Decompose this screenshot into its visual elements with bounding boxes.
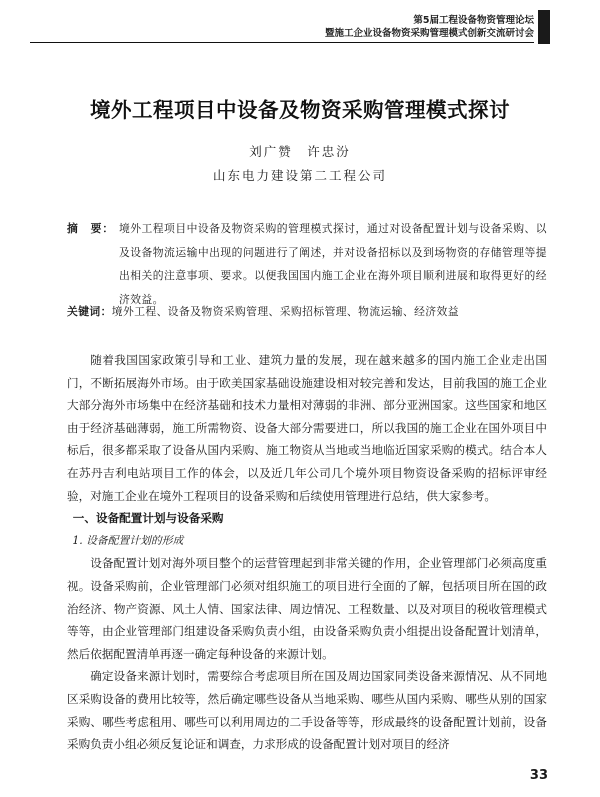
body-text <box>67 349 547 756</box>
page-number: 33 <box>529 768 548 783</box>
running-header-line-2: 暨施工企业设备物资采购管理模式创新交流研讨会 <box>324 28 534 39</box>
running-header-line-1: 第5届工程设备物资管理论坛 <box>413 15 534 26</box>
body-paragraph: 确定设备来源计划时，需要综合考虑项目所在国及周边国家同类设备来源情况、从不同地区采购设备的费用比较等，然后确定哪些设备从当地采购、哪些从国内采购、哪些从别的国家采购、哪些考虑租用、哪些可以利用周边的二手设备等等，形成最终的设备配置计划前，设备采购负责小组必须反复论证和调查，力求形成的设备配置计划对项目的经济 <box>67 669 547 752</box>
running-header <box>325 14 534 40</box>
paper-title: 境外工程项目中设备及物资采购管理模式探讨 <box>90 98 510 122</box>
abstract-text: 境外工程项目中设备及物资采购的管理模式探讨，通过对设备配置计划与设备采购、以及设备物流运输中出现的问题进行了阐述，并对设备招标以及到场物资的存储管理等提出相关的注意事项、要求。以便我国国内施工企业在海外项目顺利进展和取得更好的经济效益。 <box>119 222 547 306</box>
header-rule <box>30 42 534 43</box>
keywords-text: 境外工程、设备及物资采购管理、采购招标管理、物流运输、经济效益 <box>111 305 459 318</box>
subsection-heading: 1. 设备配置计划的形成 <box>72 533 184 547</box>
section-heading: 一、设备配置计划与设备采购 <box>72 511 224 526</box>
keywords <box>67 302 547 322</box>
header-edge-marker <box>538 10 550 44</box>
intro-paragraph: 随着我国国家政策引导和工业、建筑力量的发展，现在越来越多的国内施工企业走出国门，不断拓展海外市场。由于欧美国家基础设施建设相对较完善和发达，目前我国的施工企业大部分海外市场集中在经济基础和技术力量相对薄弱的非洲、部分亚洲国家。这些国家和地区由于经济基础薄弱，施工所需物资、设备大部分需要进口，所以我国的施工企业在国外项目中标后，很多都采取了设备从国内采购、施工物资从当地或当地临近国家采购的模式。结合本人在苏丹吉利电站项目工作的体会，以及近几年公司几个境外项目物资设备采购的招标评审经验，对施工企业在境外工程项目的设备采购和后续使用管理进行总结，供大家参考。 <box>67 353 547 503</box>
authors: 刘广赞 许忠汾 <box>249 144 351 159</box>
keywords-label: 关键词： <box>67 305 112 318</box>
body-paragraph: 设备配置计划对海外项目整个的运营管理起到非常关键的作用，企业管理部门必须高度重视。设备采购前，企业管理部门必须对组织施工的项目进行全面的了解，包括项目所在国的政治经济、物产资源、风土人情、国家法律、周边情况、工程数量、以及对项目的税收管理模式等等，由企业管理部门组建设备采购负责小组，由设备采购负责小组提出设备配置计划清单，然后依据配置清单再逐一确定每种设备的来源计划。 <box>67 556 547 661</box>
abstract <box>67 217 547 311</box>
affiliation: 山东电力建设第二工程公司 <box>212 168 387 183</box>
abstract-label: 摘 要： <box>67 222 115 235</box>
